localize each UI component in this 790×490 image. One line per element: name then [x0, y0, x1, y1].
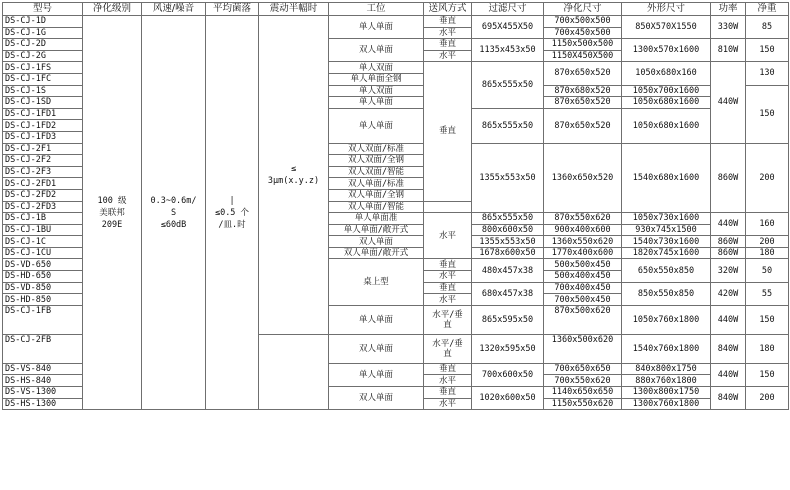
- model-cell: DS-CJ-1FD2: [3, 120, 83, 132]
- weight-cell: 85: [746, 16, 789, 39]
- weight-cell: 150: [746, 363, 789, 386]
- clean-cell: 900x400x600: [544, 224, 622, 236]
- air-cell: 水平: [424, 213, 472, 259]
- clean-cell: 1360x550x620: [544, 236, 622, 248]
- air-cell: 水平: [424, 375, 472, 387]
- clean-cell: 500x400x450: [544, 271, 622, 283]
- power-cell: 840W: [711, 334, 746, 363]
- col-header-power: 功率: [711, 3, 746, 16]
- clean-cell: 500x500x450: [544, 259, 622, 271]
- station-cell: 双人单面: [329, 387, 424, 410]
- station-cell: 双人双面/标准: [329, 143, 424, 155]
- air-cell: 垂直: [424, 282, 472, 294]
- outer-cell: 930x745x1500: [622, 224, 711, 236]
- outer-cell: 1050x760x1800: [622, 305, 711, 334]
- col-header-air-supply: 送风方式: [424, 3, 472, 16]
- model-cell: DS-VD-850: [3, 282, 83, 294]
- col-header-wind-noise: 风速/噪音: [142, 3, 206, 16]
- weight-cell: 200: [746, 143, 789, 213]
- power-cell: 330W: [711, 16, 746, 39]
- air-cell: 水平/垂 直: [424, 305, 472, 334]
- air-cell: 垂直: [424, 62, 472, 201]
- air-cell: 水平: [424, 294, 472, 306]
- model-cell: DS-CJ-1D: [3, 16, 83, 28]
- col-header-vibration: 震动半幅时: [259, 3, 329, 16]
- clean-cell: 1140x650x650: [544, 387, 622, 399]
- model-cell: DS-CJ-2F1: [3, 143, 83, 155]
- clean-cell: 1770x400x600: [544, 247, 622, 259]
- col-header-station: 工位: [329, 3, 424, 16]
- air-cell: 垂直: [424, 259, 472, 271]
- model-cell: DS-CJ-1C: [3, 236, 83, 248]
- weight-cell: 200: [746, 387, 789, 410]
- filter-cell: 1320x595x50: [472, 334, 544, 363]
- model-cell: DS-CJ-1B: [3, 213, 83, 225]
- power-cell: 810W: [711, 39, 746, 62]
- outer-cell: 840x800x1750: [622, 363, 711, 375]
- outer-cell: 650x550x850: [622, 259, 711, 282]
- power-cell: 440W: [711, 213, 746, 236]
- weight-cell: 50: [746, 259, 789, 282]
- filter-cell: 1135x453x50: [472, 39, 544, 62]
- outer-cell: 850x550x850: [622, 282, 711, 305]
- col-header-purity: 净化级别: [83, 3, 142, 16]
- model-cell: DS-CJ-1FB: [3, 305, 83, 334]
- bacteria-cell: | ≤0.5 个 /皿.时: [206, 16, 259, 410]
- model-cell: DS-CJ-1FD1: [3, 108, 83, 120]
- power-cell: 440W: [711, 305, 746, 334]
- weight-cell: 180: [746, 247, 789, 259]
- model-cell: DS-CJ-1FS: [3, 62, 83, 74]
- outer-cell: 1050x680x1600: [622, 108, 711, 143]
- purity-cell: 100 级 美联邦 209E: [83, 16, 142, 410]
- station-cell: 双人单面/智能: [329, 201, 424, 213]
- station-cell: 双人单面: [329, 334, 424, 363]
- clean-cell: 1150X450X500: [544, 50, 622, 62]
- clean-cell: 870x500x620: [544, 305, 622, 334]
- filter-cell: 865x555x50: [472, 62, 544, 108]
- outer-cell: 1540x730x1600: [622, 236, 711, 248]
- col-header-bacteria: 平均菌落: [206, 3, 259, 16]
- col-header-outer-size: 外形尺寸: [622, 3, 711, 16]
- clean-cell: 700x500x450: [544, 294, 622, 306]
- station-cell: 双人双面/智能: [329, 166, 424, 178]
- outer-cell: 1050x700x1600: [622, 85, 711, 97]
- air-cell: 垂直: [424, 16, 472, 28]
- clean-cell: 700x450x500: [544, 27, 622, 39]
- station-cell: 双人单面/全钢: [329, 189, 424, 201]
- air-cell: 水平: [424, 27, 472, 39]
- station-cell: 单人单面: [329, 363, 424, 386]
- model-cell: DS-CJ-2FD3: [3, 201, 83, 213]
- model-cell: DS-VS-840: [3, 363, 83, 375]
- power-cell: 440W: [711, 363, 746, 386]
- power-cell: 860W: [711, 247, 746, 259]
- model-cell: DS-VS-1300: [3, 387, 83, 399]
- clean-cell: 700x550x620: [544, 375, 622, 387]
- station-cell: 单人双面: [329, 62, 424, 74]
- clean-cell: 870x650x520: [544, 62, 622, 85]
- outer-cell: 1820x745x1600: [622, 247, 711, 259]
- filter-cell: 680x457x38: [472, 282, 544, 305]
- outer-cell: 850X570X1550: [622, 16, 711, 39]
- clean-cell: 1150x500x500: [544, 39, 622, 51]
- model-cell: DS-CJ-1FD3: [3, 131, 83, 143]
- weight-cell: 150: [746, 39, 789, 62]
- power-cell: 440W: [711, 62, 746, 143]
- model-cell: DS-CJ-1G: [3, 27, 83, 39]
- vibration-cell-empty: [259, 334, 329, 409]
- outer-cell: 1300x800x1750: [622, 387, 711, 399]
- model-cell: DS-CJ-1SD: [3, 97, 83, 109]
- model-cell: DS-CJ-2FB: [3, 334, 83, 363]
- air-cell: 水平: [424, 271, 472, 283]
- model-cell: DS-CJ-1FC: [3, 73, 83, 85]
- air-cell: 水平: [424, 398, 472, 410]
- table-row: [3, 16, 789, 28]
- clean-cell: 1360x650x520: [544, 143, 622, 213]
- clean-cell: 870x650x520: [544, 108, 622, 143]
- clean-cell: 870x550x620: [544, 213, 622, 225]
- station-cell: 双人单面/敞开式: [329, 247, 424, 259]
- model-cell: DS-HS-1300: [3, 398, 83, 410]
- model-cell: DS-CJ-2FD2: [3, 189, 83, 201]
- filter-cell: 865x595x50: [472, 305, 544, 334]
- station-cell: 双人双面/全钢: [329, 155, 424, 167]
- station-cell: 单人单面全钢: [329, 73, 424, 85]
- clean-cell: 870x680x520: [544, 85, 622, 97]
- clean-cell: 700x400x450: [544, 282, 622, 294]
- station-cell: 单人单面: [329, 16, 424, 39]
- model-cell: DS-CJ-2FD1: [3, 178, 83, 190]
- model-cell: DS-HD-850: [3, 294, 83, 306]
- filter-cell: 1020x600x50: [472, 387, 544, 410]
- col-header-clean-size: 净化尺寸: [544, 3, 622, 16]
- outer-cell: 1540x760x1800: [622, 334, 711, 363]
- station-cell: 双人单面/标准: [329, 178, 424, 190]
- filter-cell: 800x600x50: [472, 224, 544, 236]
- air-cell: 水平/垂 直: [424, 334, 472, 363]
- header-row: [3, 3, 789, 16]
- filter-cell: 1355x553x50: [472, 236, 544, 248]
- model-cell: DS-CJ-1CU: [3, 247, 83, 259]
- outer-cell: 1050x680x1600: [622, 97, 711, 109]
- model-cell: DS-CJ-2G: [3, 50, 83, 62]
- col-header-filter-size: 过滤尺寸: [472, 3, 544, 16]
- station-cell: 单人单面准: [329, 213, 424, 225]
- weight-cell: 130: [746, 62, 789, 85]
- power-cell: 320W: [711, 259, 746, 282]
- weight-cell: 150: [746, 85, 789, 143]
- station-cell: 单人单面: [329, 108, 424, 143]
- filter-cell: 1678x600x50: [472, 247, 544, 259]
- model-cell: DS-CJ-1BU: [3, 224, 83, 236]
- model-cell: DS-CJ-2F2: [3, 155, 83, 167]
- col-header-weight: 净重: [746, 3, 789, 16]
- model-cell: DS-VD-650: [3, 259, 83, 271]
- wind-noise-cell: 0.3~0.6m/ S ≤60dB: [142, 16, 206, 410]
- clean-cell: 1150x550x620: [544, 398, 622, 410]
- model-cell: DS-CJ-1S: [3, 85, 83, 97]
- spec-table: [2, 2, 789, 410]
- weight-cell: 160: [746, 213, 789, 236]
- clean-cell: 700x650x650: [544, 363, 622, 375]
- outer-cell: 1540x680x1600: [622, 143, 711, 213]
- station-cell: 双人单面: [329, 236, 424, 248]
- vibration-cell: ≤ 3μm(x.y.z): [259, 16, 329, 335]
- weight-cell: 200: [746, 236, 789, 248]
- clean-cell: 870x650x520: [544, 97, 622, 109]
- model-cell: DS-HD-650: [3, 271, 83, 283]
- air-cell: 垂直: [424, 363, 472, 375]
- power-cell: 840W: [711, 387, 746, 410]
- weight-cell: 180: [746, 334, 789, 363]
- col-header-model: 型号: [3, 3, 83, 16]
- station-cell: 单人单面/敞开式: [329, 224, 424, 236]
- outer-cell: 880x760x1800: [622, 375, 711, 387]
- outer-cell: 1050x730x1600: [622, 213, 711, 225]
- filter-cell: 1355x553x50: [472, 143, 544, 213]
- air-cell: 水平: [424, 50, 472, 62]
- filter-cell: 480x457x38: [472, 259, 544, 282]
- filter-cell: 865x555x50: [472, 213, 544, 225]
- station-cell: 桌上型: [329, 259, 424, 305]
- weight-cell: 55: [746, 282, 789, 305]
- station-cell: 双人单面: [329, 39, 424, 62]
- power-cell: 860W: [711, 143, 746, 213]
- filter-cell: 700x600x50: [472, 363, 544, 386]
- air-cell: 垂直: [424, 39, 472, 51]
- power-cell: 860W: [711, 236, 746, 248]
- outer-cell: 1300x570x1600: [622, 39, 711, 62]
- outer-cell: 1050x680x160: [622, 62, 711, 85]
- power-cell: 420W: [711, 282, 746, 305]
- station-cell: 单人双面: [329, 85, 424, 97]
- filter-cell: 865x555x50: [472, 108, 544, 143]
- weight-cell: 150: [746, 305, 789, 334]
- filter-cell: 695X455X50: [472, 16, 544, 39]
- model-cell: DS-HS-840: [3, 375, 83, 387]
- model-cell: DS-CJ-2F3: [3, 166, 83, 178]
- clean-cell: 1360x500x620: [544, 334, 622, 363]
- air-cell: 垂直: [424, 387, 472, 399]
- station-cell: 单人单面: [329, 97, 424, 109]
- station-cell: 单人单面: [329, 305, 424, 334]
- model-cell: DS-CJ-2D: [3, 39, 83, 51]
- outer-cell: 1300x760x1800: [622, 398, 711, 410]
- clean-cell: 700x500x500: [544, 16, 622, 28]
